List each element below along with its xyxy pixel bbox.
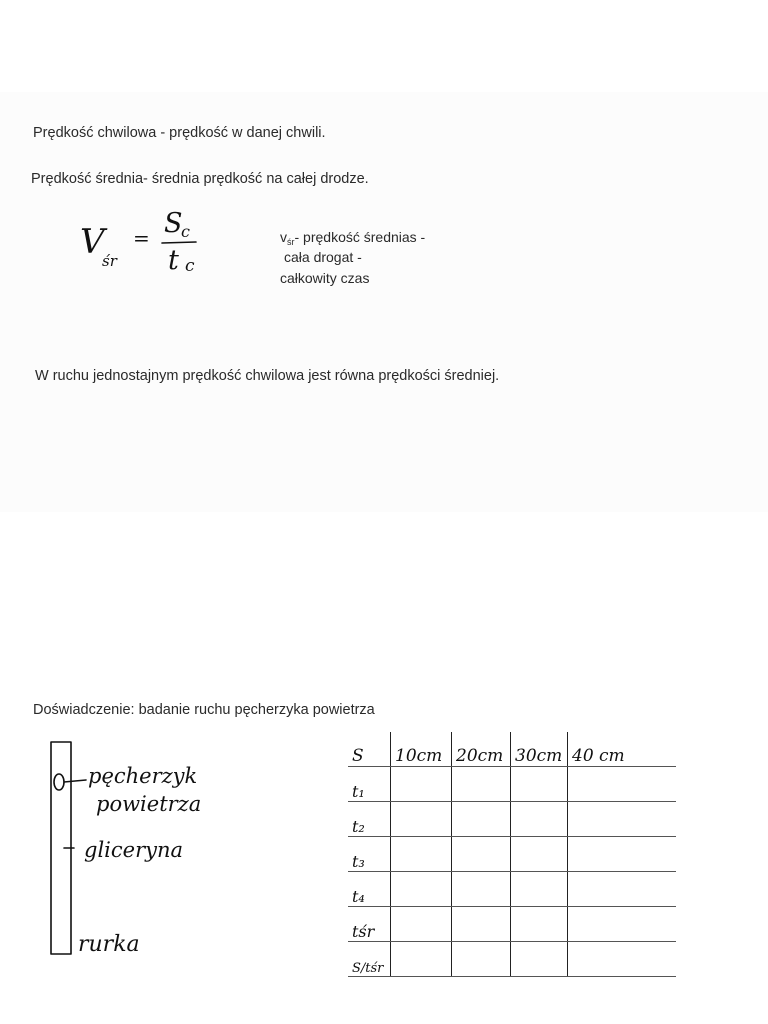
table-cell — [391, 907, 452, 942]
table-cell: t₁ — [348, 767, 391, 802]
table-cell — [568, 942, 677, 977]
table-cell — [391, 942, 452, 977]
table-cell: t₄ — [348, 872, 391, 907]
tube-drawing — [44, 738, 84, 960]
table-header-row — [348, 732, 676, 767]
table-row — [348, 942, 676, 977]
table-header-cell: 40 cm — [568, 732, 677, 767]
table-cell: S/tśr — [348, 942, 391, 977]
table-cell: t₃ — [348, 837, 391, 872]
formula-numerator: S — [164, 208, 183, 239]
label-bubble-line1: pęcherzyk — [88, 764, 198, 788]
table-cell — [511, 942, 568, 977]
legend-v-text: - prędkość średnias - — [294, 229, 426, 245]
table-cell — [568, 872, 677, 907]
definition-instant-speed: Prędkość chwilowa - prędkość w danej chwili. — [33, 125, 326, 141]
experiment-title: Doświadczenie: badanie ruchu pęcherzyka powietrza — [33, 702, 375, 718]
table-cell — [511, 907, 568, 942]
table-cell — [452, 942, 511, 977]
table-cell — [452, 837, 511, 872]
table-header-cell: S — [348, 732, 391, 767]
formula-equals: = — [133, 226, 150, 250]
table-cell: tśr — [348, 907, 391, 942]
table-header-cell: 20cm — [452, 732, 511, 767]
fraction-bar — [160, 240, 200, 246]
label-bubble-line2: powietrza — [96, 792, 202, 816]
formula-denominator: t — [168, 245, 179, 276]
table-cell — [391, 837, 452, 872]
table-cell — [568, 907, 677, 942]
table-cell — [511, 872, 568, 907]
table-cell — [452, 872, 511, 907]
table-row — [348, 907, 676, 942]
legend-total-time: całkowity czas — [280, 270, 370, 286]
definition-average-speed: Prędkość średnia- średnia prędkość na całej drodze. — [31, 171, 369, 187]
table-cell: t₂ — [348, 802, 391, 837]
table-row — [348, 872, 676, 907]
legend-v-symbol: v — [280, 229, 287, 245]
legend-v-subscript: śr — [287, 237, 295, 247]
table-cell — [391, 872, 452, 907]
table-cell — [452, 907, 511, 942]
legend-total-distance: cała drogat - — [284, 249, 362, 265]
table-cell — [511, 837, 568, 872]
table-cell — [452, 802, 511, 837]
table-cell — [452, 767, 511, 802]
table-cell — [391, 802, 452, 837]
measurement-table — [348, 732, 676, 977]
uniform-motion-note: W ruchu jednostajnym prędkość chwilowa jest równa prędkości średniej. — [35, 368, 500, 384]
formula-denominator-subscript: c — [185, 256, 195, 276]
table-cell — [568, 767, 677, 802]
table-row — [348, 802, 676, 837]
label-tube: rurka — [78, 932, 140, 957]
table-cell — [391, 767, 452, 802]
table-header-cell: 10cm — [391, 732, 452, 767]
table-row — [348, 767, 676, 802]
legend-average-speed — [280, 229, 425, 247]
table-cell — [511, 802, 568, 837]
formula-numerator-subscript: c — [181, 222, 190, 241]
formula-lhs-subscript: śr — [102, 252, 117, 270]
table-cell — [568, 837, 677, 872]
table-cell — [511, 767, 568, 802]
table-row — [348, 837, 676, 872]
table-header-cell: 30cm — [511, 732, 568, 767]
formula-lhs-symbol: V — [80, 222, 105, 262]
table-cell — [568, 802, 677, 837]
page-background-band — [0, 92, 768, 512]
label-glycerin: gliceryna — [84, 838, 184, 862]
